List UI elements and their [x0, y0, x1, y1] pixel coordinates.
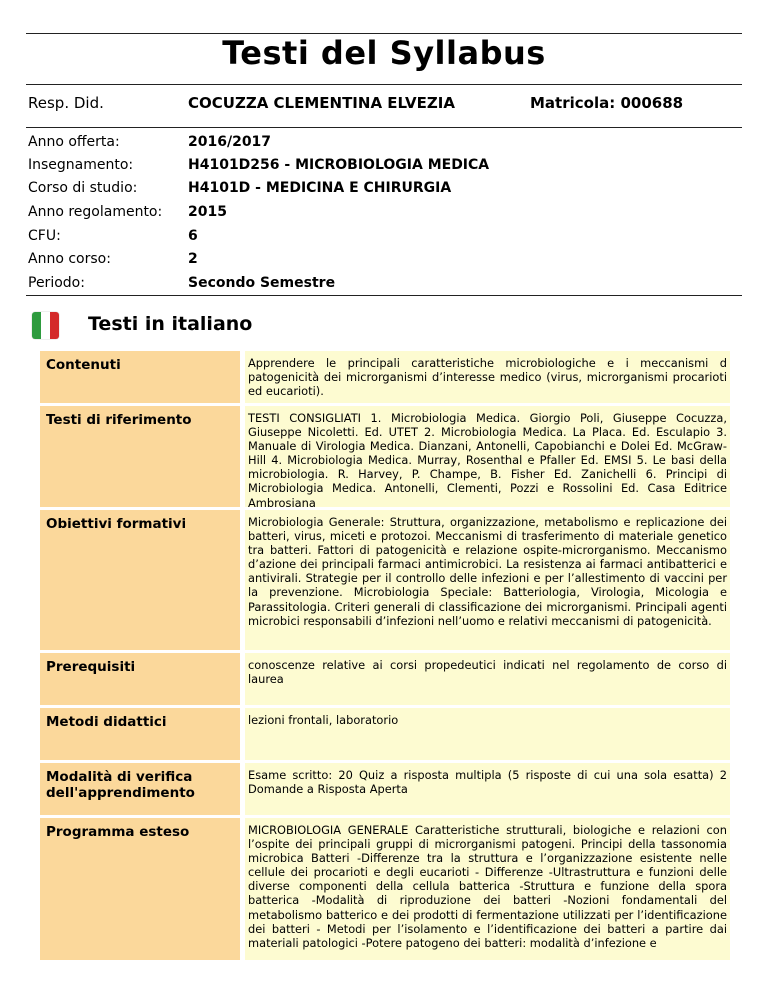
row-text: TESTI CONSIGLIATI 1. Microbiologia Medica. Giorgio Poli, Giuseppe Cocuzza, Giuseppe Nicoletti. Ed. UTET 2. Microbiologia Medica. La Placa. Ed. Esculapio 3. Manuale di Virologia Medica. Dianzani, Antonelli, Capobianchi e Dolei Ed. McGraw-Hill 4. Microbiologia Medica. Murray, Rosenthal e Pfaller Ed. EMSI 5. Le basi della microbiologia. R. Harvey, P. Champe, B. Fisher Ed. Zanichelli 6. Principi di Microbiologia Medica. Antonelli, Clementi, Pozzi e Rossolini Ed. Casa Editrice Ambrosiana: [245, 406, 730, 507]
info-label-anno-regolamento: Anno regolamento:: [28, 204, 163, 220]
row-text: MICROBIOLOGIA GENERALE Caratteristiche strutturali, biologiche e relazioni con l’ospite dei principali gruppi di microrganismi patogeni. Principi della tassonomia microbica Batteri -Differenze tra la struttura e l’organizzazione esistente nelle cellule dei procarioti e degli eucarioti - Differenze -Ultrastruttura e funzioni delle diverse componenti della cellula batterica -Struttura e funzione della spora batterica -Modalità di riproduzione dei batteri -Nozioni fondamentali del metabolismo batterico e dei prodotti di fermentazione utilizzati per l’identificazione dei batteri - Metodi per l’isolamento e l’identificazione dei batteri a partire dai materiali patologici -Potere patogeno dei batteri: modalità d’infezione e: [245, 818, 730, 960]
row-label: Testi di riferimento: [40, 406, 240, 507]
row-testi-riferimento: [40, 406, 730, 510]
row-metodi-didattici: [40, 708, 730, 760]
row-text: Apprendere le principali caratteristiche microbiologiche e i meccanismi d patogenicità dei microrganismi d’interesse medico (virus, microrganismi procarioti ed eucarioti).: [245, 351, 730, 403]
row-text: Microbiologia Generale: Struttura, organizzazione, metabolismo e replicazione dei batteri, virus, miceti e protozoi. Meccanismi di trasferimento di materiale genetico tra batteri. Fattori di patogenicità e relazione ospite-microrganismo. Meccanismo d’azione dei principali farmaci antimicrobici. La resistenza ai farmaci antibatterici e antivirali. Strategie per il controllo delle infezioni e per l’allestimento di vaccini per la prevenzione. Microbiologia Speciale: Batteriologia, Virologia, Micologia e Parassitologia. Criteri generali di classificazione dei microrganismi. Principali agenti microbici responsabili d’infezioni nell’uomo e relativi meccanismi di patogenicità.: [245, 510, 730, 650]
row-modalita-verifica: [40, 763, 730, 815]
info-value-anno-offerta: 2016/2017: [188, 134, 272, 150]
info-label-periodo: Periodo:: [28, 275, 85, 291]
row-label: Modalità di verifica dell'apprendimento: [40, 763, 240, 815]
resp-name: COCUZZA CLEMENTINA ELVEZIA: [188, 94, 455, 112]
row-text: lezioni frontali, laboratorio: [245, 708, 730, 760]
info-label-anno-offerta: Anno offerta:: [28, 134, 120, 150]
info-value-insegnamento: H4101D256 - MICROBIOLOGIA MEDICA: [188, 157, 490, 173]
flag-white-band: [41, 312, 50, 339]
row-text: conoscenze relative ai corsi propedeutici indicati nel regolamento de corso di laurea: [245, 653, 730, 705]
row-programma-esteso: [40, 818, 730, 960]
row-prerequisiti: [40, 653, 730, 705]
matricola: Matricola: 000688: [530, 94, 684, 112]
row-label: Prerequisiti: [40, 653, 240, 705]
flag-red-band: [50, 312, 59, 339]
info-value-corso: H4101D - MEDICINA E CHIRURGIA: [188, 180, 452, 196]
section-title: Testi in italiano: [88, 313, 253, 335]
info-label-anno-corso: Anno corso:: [28, 251, 111, 267]
row-label: Metodi didattici: [40, 708, 240, 760]
row-obiettivi-formativi: [40, 510, 730, 650]
italian-flag-icon: [32, 312, 59, 339]
info-value-cfu: 6: [188, 228, 198, 244]
page-title: Testi del Syllabus: [222, 34, 546, 72]
resp-rule: [26, 127, 742, 128]
info-label-cfu: CFU:: [28, 228, 61, 244]
info-value-anno-regolamento: 2015: [188, 204, 227, 220]
row-contenuti: [40, 351, 730, 403]
info-label-corso: Corso di studio:: [28, 180, 138, 196]
row-label: Programma esteso: [40, 818, 240, 960]
info-value-periodo: Secondo Semestre: [188, 275, 336, 291]
info-value-anno-corso: 2: [188, 251, 198, 267]
resp-label: Resp. Did.: [28, 94, 104, 112]
row-text: Esame scritto: 20 Quiz a risposta multipla (5 risposte di cui una sola esatta) 2 Domande a Risposta Aperta: [245, 763, 730, 815]
flag-green-band: [32, 312, 41, 339]
row-label: Contenuti: [40, 351, 240, 403]
info-rule: [26, 295, 742, 296]
info-label-insegnamento: Insegnamento:: [28, 157, 134, 173]
row-label: Obiettivi formativi: [40, 510, 240, 650]
title-rule: [26, 84, 742, 85]
